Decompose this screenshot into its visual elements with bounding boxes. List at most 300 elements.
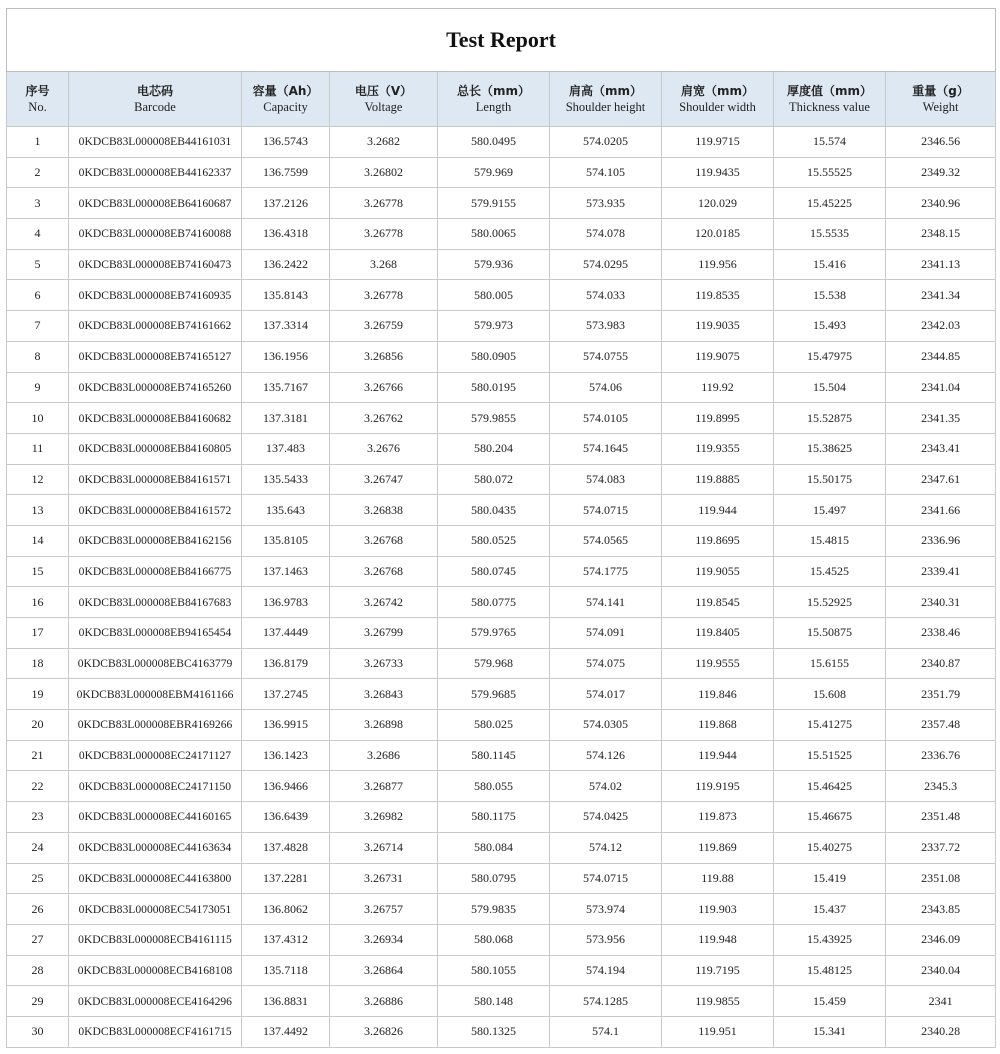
table-row	[7, 249, 996, 280]
cell-thickness: 15.504	[774, 372, 886, 403]
table-row	[7, 188, 996, 219]
cell-length: 580.055	[438, 771, 550, 802]
column-header-en: Thickness value	[789, 100, 870, 114]
cell-shoulder-height: 574.0105	[550, 403, 662, 434]
test-report-sheet	[6, 8, 995, 1048]
cell-thickness: 15.497	[774, 495, 886, 526]
cell-barcode: 0KDCB83L000008EB64160687	[69, 188, 242, 219]
cell-shoulder-height: 574.194	[550, 955, 662, 986]
cell-capacity: 135.7118	[242, 955, 330, 986]
cell-thickness: 15.5535	[774, 219, 886, 250]
table-row	[7, 802, 996, 833]
column-header	[438, 72, 550, 127]
cell-shoulder-height: 574.12	[550, 832, 662, 863]
cell-shoulder-width: 119.956	[662, 249, 774, 280]
cell-no: 1	[7, 127, 69, 158]
column-header-en: Shoulder width	[679, 100, 756, 114]
cell-barcode: 0KDCB83L000008EB84161572	[69, 495, 242, 526]
cell-barcode: 0KDCB83L000008ECB4168108	[69, 955, 242, 986]
cell-barcode: 0KDCB83L000008EB74161662	[69, 311, 242, 342]
cell-barcode: 0KDCB83L000008EB74160088	[69, 219, 242, 250]
cell-voltage: 3.26778	[330, 188, 438, 219]
column-header	[7, 72, 69, 127]
cell-shoulder-width: 119.868	[662, 710, 774, 741]
column-header-row	[7, 72, 996, 127]
cell-voltage: 3.26864	[330, 955, 438, 986]
cell-barcode: 0KDCB83L000008EB44162337	[69, 157, 242, 188]
cell-thickness: 15.43925	[774, 924, 886, 955]
cell-length: 580.0525	[438, 525, 550, 556]
cell-voltage: 3.26714	[330, 832, 438, 863]
cell-no: 29	[7, 986, 69, 1017]
cell-thickness: 15.55525	[774, 157, 886, 188]
cell-capacity: 137.4828	[242, 832, 330, 863]
cell-weight: 2343.85	[886, 894, 996, 925]
cell-barcode: 0KDCB83L000008EB74165260	[69, 372, 242, 403]
table-row	[7, 955, 996, 986]
cell-barcode: 0KDCB83L000008EBR4169266	[69, 710, 242, 741]
cell-length: 579.9835	[438, 894, 550, 925]
cell-capacity: 137.2126	[242, 188, 330, 219]
cell-shoulder-height: 574.0425	[550, 802, 662, 833]
table-row	[7, 740, 996, 771]
cell-voltage: 3.26742	[330, 587, 438, 618]
cell-shoulder-width: 119.7195	[662, 955, 774, 986]
cell-voltage: 3.26731	[330, 863, 438, 894]
cell-no: 26	[7, 894, 69, 925]
cell-capacity: 135.8143	[242, 280, 330, 311]
cell-thickness: 15.46675	[774, 802, 886, 833]
cell-shoulder-width: 119.8695	[662, 525, 774, 556]
cell-weight: 2346.09	[886, 924, 996, 955]
cell-weight: 2344.85	[886, 341, 996, 372]
cell-shoulder-height: 574.126	[550, 740, 662, 771]
cell-capacity: 137.4492	[242, 1016, 330, 1047]
cell-voltage: 3.26886	[330, 986, 438, 1017]
cell-voltage: 3.2676	[330, 433, 438, 464]
cell-length: 579.9855	[438, 403, 550, 434]
cell-shoulder-height: 573.935	[550, 188, 662, 219]
column-header	[662, 72, 774, 127]
cell-thickness: 15.38625	[774, 433, 886, 464]
cell-voltage: 3.26778	[330, 280, 438, 311]
cell-capacity: 137.2745	[242, 679, 330, 710]
table-row	[7, 863, 996, 894]
cell-voltage: 3.26856	[330, 341, 438, 372]
cell-shoulder-width: 119.9195	[662, 771, 774, 802]
cell-no: 21	[7, 740, 69, 771]
table-row	[7, 341, 996, 372]
cell-capacity: 135.7167	[242, 372, 330, 403]
cell-thickness: 15.45225	[774, 188, 886, 219]
cell-shoulder-width: 119.8535	[662, 280, 774, 311]
cell-length: 580.0905	[438, 341, 550, 372]
cell-weight: 2341.04	[886, 372, 996, 403]
cell-barcode: 0KDCB83L000008EB84162156	[69, 525, 242, 556]
cell-thickness: 15.50875	[774, 618, 886, 649]
cell-shoulder-width: 119.8405	[662, 618, 774, 649]
cell-no: 12	[7, 464, 69, 495]
cell-barcode: 0KDCB83L000008EC44163634	[69, 832, 242, 863]
table-row	[7, 771, 996, 802]
column-header-en: Length	[475, 100, 512, 114]
cell-no: 5	[7, 249, 69, 280]
cell-shoulder-width: 119.9855	[662, 986, 774, 1017]
cell-shoulder-width: 119.903	[662, 894, 774, 925]
cell-weight: 2341.13	[886, 249, 996, 280]
cell-length: 580.0745	[438, 556, 550, 587]
cell-length: 580.0195	[438, 372, 550, 403]
cell-shoulder-width: 119.8885	[662, 464, 774, 495]
cell-barcode: 0KDCB83L000008EC44160165	[69, 802, 242, 833]
column-header-en: Capacity	[263, 100, 308, 114]
table-row	[7, 433, 996, 464]
cell-weight: 2336.96	[886, 525, 996, 556]
column-header-zh: 电芯码	[136, 84, 173, 98]
cell-voltage: 3.26802	[330, 157, 438, 188]
cell-shoulder-height: 574.033	[550, 280, 662, 311]
cell-shoulder-height: 574.0295	[550, 249, 662, 280]
table-row	[7, 1016, 996, 1047]
cell-capacity: 136.9783	[242, 587, 330, 618]
cell-length: 579.936	[438, 249, 550, 280]
column-header-zh: 总长（mm）	[456, 84, 530, 98]
cell-capacity: 136.9466	[242, 771, 330, 802]
cell-weight: 2341	[886, 986, 996, 1017]
cell-shoulder-width: 120.0185	[662, 219, 774, 250]
cell-shoulder-height: 574.0715	[550, 495, 662, 526]
table-row	[7, 587, 996, 618]
cell-shoulder-height: 574.017	[550, 679, 662, 710]
cell-thickness: 15.50175	[774, 464, 886, 495]
cell-no: 18	[7, 648, 69, 679]
cell-weight: 2346.56	[886, 127, 996, 158]
cell-no: 7	[7, 311, 69, 342]
cell-shoulder-height: 574.1645	[550, 433, 662, 464]
cell-no: 14	[7, 525, 69, 556]
table-row	[7, 127, 996, 158]
cell-shoulder-height: 574.02	[550, 771, 662, 802]
cell-voltage: 3.26934	[330, 924, 438, 955]
cell-shoulder-width: 119.944	[662, 740, 774, 771]
cell-thickness: 15.493	[774, 311, 886, 342]
cell-voltage: 3.26778	[330, 219, 438, 250]
cell-shoulder-width: 119.88	[662, 863, 774, 894]
table-row	[7, 372, 996, 403]
cell-length: 580.0065	[438, 219, 550, 250]
column-header-zh: 容量（Ah）	[252, 84, 319, 98]
cell-weight: 2336.76	[886, 740, 996, 771]
cell-shoulder-width: 119.873	[662, 802, 774, 833]
cell-capacity: 136.2422	[242, 249, 330, 280]
cell-length: 580.1055	[438, 955, 550, 986]
cell-barcode: 0KDCB83L000008ECF4161715	[69, 1016, 242, 1047]
cell-weight: 2347.61	[886, 464, 996, 495]
table-row	[7, 679, 996, 710]
cell-capacity: 135.5433	[242, 464, 330, 495]
cell-thickness: 15.419	[774, 863, 886, 894]
cell-shoulder-height: 574.06	[550, 372, 662, 403]
cell-thickness: 15.437	[774, 894, 886, 925]
cell-voltage: 3.2686	[330, 740, 438, 771]
cell-voltage: 3.26747	[330, 464, 438, 495]
cell-barcode: 0KDCB83L000008EBC4163779	[69, 648, 242, 679]
cell-capacity: 137.3314	[242, 311, 330, 342]
cell-thickness: 15.48125	[774, 955, 886, 986]
cell-voltage: 3.26759	[330, 311, 438, 342]
cell-voltage: 3.26898	[330, 710, 438, 741]
cell-voltage: 3.268	[330, 249, 438, 280]
cell-shoulder-height: 574.0565	[550, 525, 662, 556]
cell-shoulder-height: 574.0305	[550, 710, 662, 741]
table-row	[7, 464, 996, 495]
cell-voltage: 3.26843	[330, 679, 438, 710]
table-row	[7, 986, 996, 1017]
cell-length: 579.9765	[438, 618, 550, 649]
table-row	[7, 648, 996, 679]
cell-weight: 2348.15	[886, 219, 996, 250]
cell-capacity: 137.3181	[242, 403, 330, 434]
cell-shoulder-width: 119.9355	[662, 433, 774, 464]
cell-barcode: 0KDCB83L000008EB84160805	[69, 433, 242, 464]
table-row	[7, 495, 996, 526]
column-header	[69, 72, 242, 127]
cell-thickness: 15.51525	[774, 740, 886, 771]
cell-no: 27	[7, 924, 69, 955]
cell-voltage: 3.26762	[330, 403, 438, 434]
table-row	[7, 618, 996, 649]
cell-thickness: 15.40275	[774, 832, 886, 863]
cell-length: 580.025	[438, 710, 550, 741]
cell-shoulder-width: 119.948	[662, 924, 774, 955]
cell-barcode: 0KDCB83L000008ECE4164296	[69, 986, 242, 1017]
cell-thickness: 15.6155	[774, 648, 886, 679]
column-header-zh: 重量（g）	[912, 84, 969, 98]
cell-capacity: 137.4449	[242, 618, 330, 649]
column-header-en: Weight	[922, 100, 959, 114]
table-row	[7, 556, 996, 587]
cell-thickness: 15.416	[774, 249, 886, 280]
cell-barcode: 0KDCB83L000008EB74165127	[69, 341, 242, 372]
cell-no: 16	[7, 587, 69, 618]
cell-barcode: 0KDCB83L000008EC54173051	[69, 894, 242, 925]
cell-capacity: 136.8062	[242, 894, 330, 925]
cell-barcode: 0KDCB83L000008EC44163800	[69, 863, 242, 894]
cell-weight: 2340.96	[886, 188, 996, 219]
cell-no: 9	[7, 372, 69, 403]
column-header-en: Barcode	[134, 100, 176, 114]
cell-capacity: 136.8831	[242, 986, 330, 1017]
cell-no: 4	[7, 219, 69, 250]
column-header-zh: 肩高（mm）	[568, 84, 642, 98]
cell-no: 24	[7, 832, 69, 863]
cell-thickness: 15.47975	[774, 341, 886, 372]
cell-weight: 2343.41	[886, 433, 996, 464]
report-title: Test Report	[7, 9, 996, 72]
cell-shoulder-width: 119.9555	[662, 648, 774, 679]
cell-voltage: 3.26757	[330, 894, 438, 925]
cell-barcode: 0KDCB83L000008EB84160682	[69, 403, 242, 434]
cell-length: 580.1175	[438, 802, 550, 833]
cell-weight: 2340.87	[886, 648, 996, 679]
column-header	[242, 72, 330, 127]
cell-no: 23	[7, 802, 69, 833]
cell-weight: 2351.79	[886, 679, 996, 710]
cell-no: 20	[7, 710, 69, 741]
cell-shoulder-height: 574.141	[550, 587, 662, 618]
cell-shoulder-width: 119.9075	[662, 341, 774, 372]
cell-no: 17	[7, 618, 69, 649]
cell-capacity: 137.2281	[242, 863, 330, 894]
cell-voltage: 3.26982	[330, 802, 438, 833]
column-header-zh: 电压（V）	[354, 84, 413, 98]
cell-capacity: 137.1463	[242, 556, 330, 587]
cell-thickness: 15.41275	[774, 710, 886, 741]
cell-no: 13	[7, 495, 69, 526]
test-report-table	[6, 8, 996, 1048]
column-header	[550, 72, 662, 127]
cell-thickness: 15.608	[774, 679, 886, 710]
cell-barcode: 0KDCB83L000008ECB4161115	[69, 924, 242, 955]
cell-shoulder-height: 573.983	[550, 311, 662, 342]
cell-length: 580.068	[438, 924, 550, 955]
cell-thickness: 15.538	[774, 280, 886, 311]
column-header-en: Voltage	[364, 100, 403, 114]
cell-barcode: 0KDCB83L000008EC24171127	[69, 740, 242, 771]
column-header-zh: 厚度值（mm）	[786, 84, 872, 98]
cell-shoulder-width: 119.8545	[662, 587, 774, 618]
cell-shoulder-height: 574.0715	[550, 863, 662, 894]
cell-shoulder-height: 574.105	[550, 157, 662, 188]
cell-shoulder-width: 120.029	[662, 188, 774, 219]
cell-capacity: 137.4312	[242, 924, 330, 955]
cell-length: 579.9155	[438, 188, 550, 219]
cell-barcode: 0KDCB83L000008EB84167683	[69, 587, 242, 618]
cell-capacity: 136.5743	[242, 127, 330, 158]
cell-length: 579.9685	[438, 679, 550, 710]
column-header-en: No.	[28, 100, 47, 114]
cell-length: 580.0795	[438, 863, 550, 894]
cell-no: 30	[7, 1016, 69, 1047]
cell-capacity: 136.1423	[242, 740, 330, 771]
cell-thickness: 15.52875	[774, 403, 886, 434]
cell-shoulder-width: 119.9055	[662, 556, 774, 587]
cell-weight: 2351.48	[886, 802, 996, 833]
cell-thickness: 15.459	[774, 986, 886, 1017]
cell-no: 15	[7, 556, 69, 587]
cell-no: 2	[7, 157, 69, 188]
cell-barcode: 0KDCB83L000008EB84166775	[69, 556, 242, 587]
column-header-en: Shoulder height	[565, 100, 646, 114]
cell-capacity: 136.6439	[242, 802, 330, 833]
cell-no: 6	[7, 280, 69, 311]
column-header	[330, 72, 438, 127]
cell-barcode: 0KDCB83L000008EBM4161166	[69, 679, 242, 710]
cell-weight: 2342.03	[886, 311, 996, 342]
cell-capacity: 135.643	[242, 495, 330, 526]
cell-shoulder-height: 574.0755	[550, 341, 662, 372]
cell-capacity: 136.9915	[242, 710, 330, 741]
cell-thickness: 15.52925	[774, 587, 886, 618]
table-row	[7, 525, 996, 556]
table-row	[7, 403, 996, 434]
cell-weight: 2340.31	[886, 587, 996, 618]
cell-no: 3	[7, 188, 69, 219]
cell-barcode: 0KDCB83L000008EB74160935	[69, 280, 242, 311]
cell-length: 579.968	[438, 648, 550, 679]
cell-capacity: 136.4318	[242, 219, 330, 250]
cell-barcode: 0KDCB83L000008EB74160473	[69, 249, 242, 280]
cell-voltage: 3.2682	[330, 127, 438, 158]
cell-shoulder-width: 119.8995	[662, 403, 774, 434]
cell-barcode: 0KDCB83L000008EB84161571	[69, 464, 242, 495]
cell-voltage: 3.26768	[330, 525, 438, 556]
cell-weight: 2340.28	[886, 1016, 996, 1047]
cell-shoulder-width: 119.944	[662, 495, 774, 526]
cell-shoulder-width: 119.869	[662, 832, 774, 863]
cell-shoulder-height: 573.956	[550, 924, 662, 955]
column-header-zh: 肩宽（mm）	[680, 84, 754, 98]
cell-length: 579.973	[438, 311, 550, 342]
cell-shoulder-height: 574.075	[550, 648, 662, 679]
cell-voltage: 3.26826	[330, 1016, 438, 1047]
cell-weight: 2345.3	[886, 771, 996, 802]
cell-no: 19	[7, 679, 69, 710]
cell-thickness: 15.4525	[774, 556, 886, 587]
cell-shoulder-width: 119.9715	[662, 127, 774, 158]
cell-no: 10	[7, 403, 69, 434]
table-row	[7, 311, 996, 342]
cell-voltage: 3.26733	[330, 648, 438, 679]
cell-shoulder-height: 574.1285	[550, 986, 662, 1017]
cell-capacity: 136.7599	[242, 157, 330, 188]
table-row	[7, 157, 996, 188]
cell-no: 22	[7, 771, 69, 802]
cell-capacity: 136.1956	[242, 341, 330, 372]
cell-length: 580.1145	[438, 740, 550, 771]
table-row	[7, 710, 996, 741]
column-header-zh: 序号	[25, 84, 50, 98]
cell-length: 580.084	[438, 832, 550, 863]
cell-no: 8	[7, 341, 69, 372]
table-row	[7, 832, 996, 863]
cell-voltage: 3.26838	[330, 495, 438, 526]
cell-thickness: 15.4815	[774, 525, 886, 556]
cell-length: 580.005	[438, 280, 550, 311]
cell-shoulder-height: 574.1	[550, 1016, 662, 1047]
table-row	[7, 894, 996, 925]
cell-length: 580.0435	[438, 495, 550, 526]
cell-barcode: 0KDCB83L000008EB94165454	[69, 618, 242, 649]
cell-weight: 2338.46	[886, 618, 996, 649]
cell-shoulder-height: 573.974	[550, 894, 662, 925]
cell-voltage: 3.26877	[330, 771, 438, 802]
cell-voltage: 3.26768	[330, 556, 438, 587]
table-row	[7, 280, 996, 311]
cell-capacity: 136.8179	[242, 648, 330, 679]
cell-no: 25	[7, 863, 69, 894]
cell-barcode: 0KDCB83L000008EB44161031	[69, 127, 242, 158]
cell-weight: 2339.41	[886, 556, 996, 587]
table-row	[7, 219, 996, 250]
cell-voltage: 3.26766	[330, 372, 438, 403]
cell-no: 11	[7, 433, 69, 464]
cell-length: 580.0495	[438, 127, 550, 158]
cell-shoulder-height: 574.1775	[550, 556, 662, 587]
cell-shoulder-height: 574.078	[550, 219, 662, 250]
cell-length: 580.204	[438, 433, 550, 464]
cell-weight: 2337.72	[886, 832, 996, 863]
